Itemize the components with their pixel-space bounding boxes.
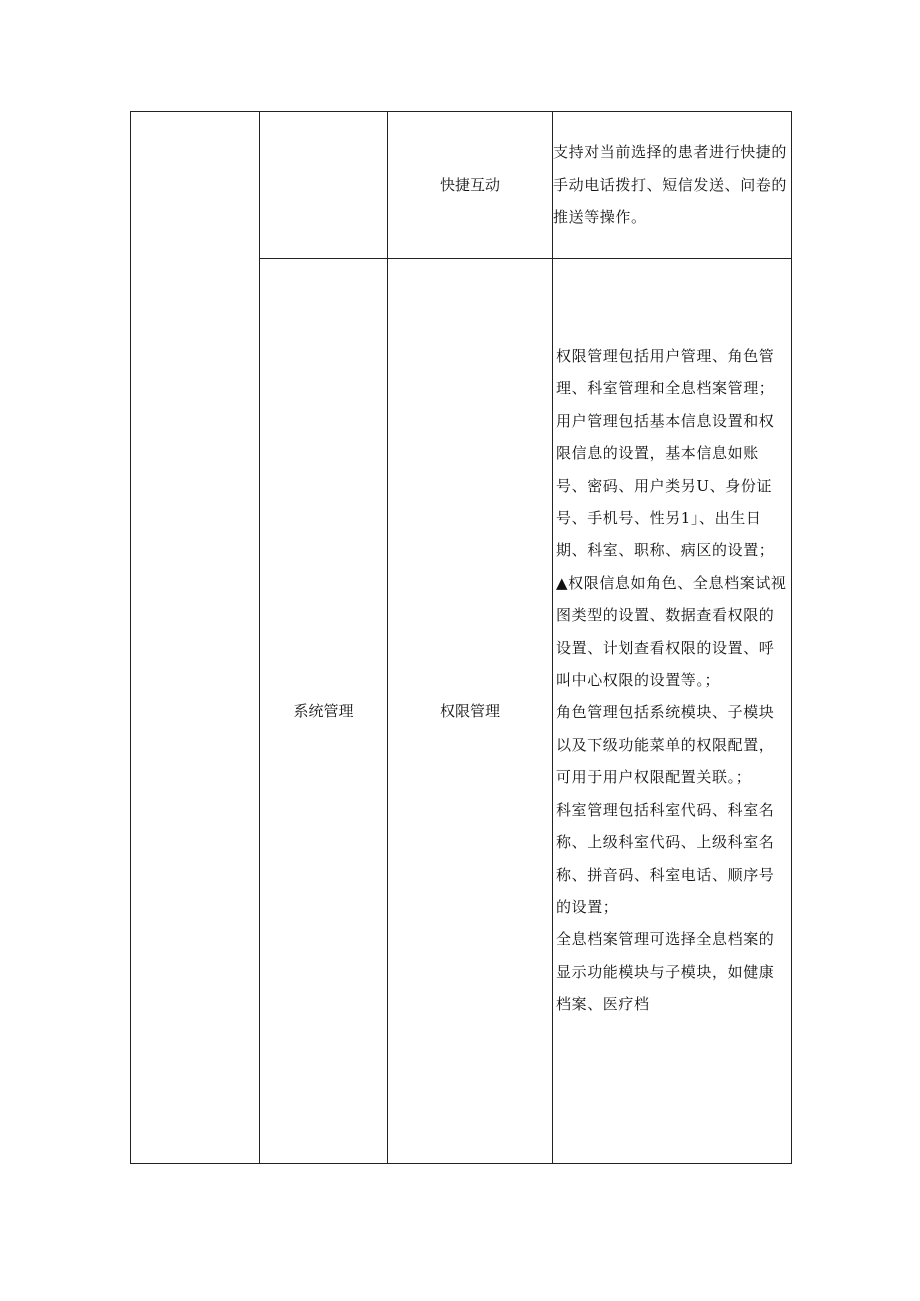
module-name: 系统管理 <box>293 702 354 720</box>
function-cell <box>388 259 553 1164</box>
feature-table <box>130 111 792 1164</box>
description-paragraph: 权限管理包括用户管理、角色管理、科室管理和全息档案管理； <box>556 347 775 398</box>
description-paragraph: 角色管理包括系统模块、子模块以及下级功能菜单的权限配置，可用于用户权限配置关联。； <box>556 703 775 787</box>
description-paragraph: ▲权限信息如角色、全息档案试视图类型的设置、数据查看权限的设置、计划查看权限的设置、呼叫中心权限的设置等。； <box>556 573 787 690</box>
description-paragraph: 科室管理包括科室代码、科室名称、上级科室代码、上级科室名称、拼音码、科室电话、顺序号的设置； <box>556 800 775 916</box>
function-name: 权限管理 <box>439 702 500 720</box>
table-row <box>131 112 792 259</box>
category-cell <box>131 112 260 1164</box>
description-paragraph: 用户管理包括基本信息设置和权限信息的设置，基本信息如账号、密码、用户类另U、身份证号、手机号、性另1」、出生日期、科室、职称、病区的设置； <box>556 411 775 560</box>
description-cell <box>553 112 792 259</box>
function-cell <box>388 112 553 259</box>
description-paragraph: 支持对当前选择的患者进行快捷的手动电话拨打、短信发送、问卷的推送等操作。 <box>553 143 788 227</box>
description-cell <box>553 259 792 1164</box>
module-cell <box>260 112 388 259</box>
description-paragraph: 全息档案管理可选择全息档案的显示功能模块与子模块，如健康档案、医疗档 <box>556 930 775 1014</box>
module-cell <box>260 259 388 1164</box>
function-name: 快捷互动 <box>439 176 500 194</box>
